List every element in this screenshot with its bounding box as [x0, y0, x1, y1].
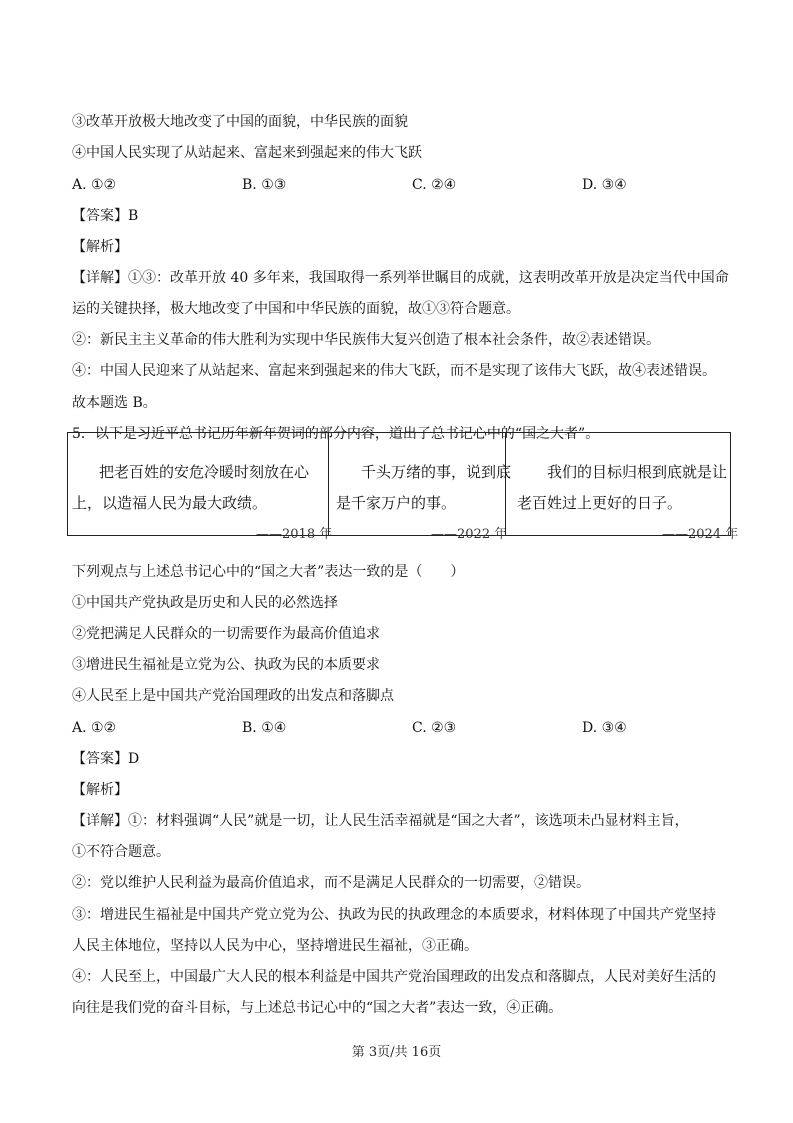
q5-detail-line: 人民主体地位，坚持以人民为中心，坚持增进民生福祉，③正确。	[72, 938, 478, 954]
q4-detail-line: ④：中国人民迎来了从站起来、富起来到强起来的伟大飞跃，而不是实现了该伟大飞跃，故④表述错误。	[72, 363, 716, 379]
q5-detail-line: ④：人民至上，中国最广大人民的根本利益是中国共产党治国理政的出发点和落脚点，人民对美好生活的	[72, 969, 716, 985]
quote-2022-year: ——2022 年	[431, 527, 508, 542]
q4-option-c: C. ②④	[412, 177, 457, 193]
q5-detail-line: ②：党以维护人民利益为最高价值追求，而不是满足人民群众的一切需要，②错误。	[72, 875, 590, 891]
q4-answer: 【答案】B	[72, 208, 139, 224]
q4-option-a: A. ①②	[72, 177, 117, 193]
quote-2024-year: ——2024 年	[662, 527, 739, 542]
q5-detail-line: ③：增进民生福祉是中国共产党立党为公、执政为民的执政理念的本质要求，材料体现了中国共产党坚持	[72, 907, 716, 923]
q5-answer: 【答案】D	[72, 751, 140, 767]
quote-2018-line1: 把老百姓的安危冷暖时刻放在心	[99, 463, 310, 481]
q5-statement-2: ②党把满足人民群众的一切需要作为最高价值追求	[72, 626, 380, 642]
q5-statement-3: ③增进民生福祉是立党为公、执政为民的本质要求	[72, 657, 380, 673]
quote-2018-year: ——2018 年	[256, 527, 333, 542]
q5-statement-4: ④人民至上是中国共产党治国理政的出发点和落脚点	[72, 688, 394, 704]
q5-question: 下列观点与上述总书记心中的“国之大者”表达一致的是（ ）	[72, 564, 465, 580]
q4-statement-4: ④中国人民实现了从站起来、富起来到强起来的伟大飞跃	[72, 145, 422, 161]
q5-detail-line: 向往是我们党的奋斗目标，与上述总书记心中的“国之大者”表达一致，④正确。	[72, 1000, 563, 1016]
q4-option-b: B. ①③	[242, 177, 287, 193]
q4-detail-line: 故本题选 B。	[72, 395, 157, 411]
q4-statement-3: ③改革开放极大地改变了中国的面貌，中华民族的面貌	[72, 114, 408, 130]
q5-analysis-heading: 【解析】	[72, 782, 128, 798]
page-footer: 第 3页/共 16页	[351, 1045, 442, 1060]
q5-statement-1: ①中国共产党执政是历史和人民的必然选择	[72, 595, 338, 611]
quote-2022-line2: 是千家万户的事。	[336, 494, 457, 512]
q4-detail-line: ②：新民主主义革命的伟大胜利为实现中华民族伟大复兴创造了根本社会条件，故②表述错误。	[72, 332, 660, 348]
quote-2018-line2: 上，以造福人民为最大政绩。	[72, 494, 268, 512]
q5-option-a: A. ①②	[72, 720, 117, 736]
q5-option-d: D. ③④	[582, 720, 627, 736]
q4-option-d: D. ③④	[582, 177, 627, 193]
quote-2024-line1: 我们的目标归根到底就是让	[547, 463, 728, 481]
q5-option-c: C. ②③	[412, 720, 457, 736]
quote-2022-line1: 千头万绪的事，说到底	[361, 463, 512, 481]
q4-detail-line: 运的关键抉择，极大地改变了中国和中华民族的面貌，故①③符合题意。	[72, 301, 520, 317]
q5-detail-line: 【详解】①：材料强调“人民”就是一切，让人民生活幸福就是“国之大者”，该选项未凸显材料主旨，	[72, 813, 689, 829]
q5-detail-line: ①不符合题意。	[72, 844, 170, 860]
q4-analysis-heading: 【解析】	[72, 239, 128, 255]
q5-option-b: B. ①④	[242, 720, 287, 736]
quote-2024-line2: 老百姓过上更好的日子。	[517, 494, 683, 512]
q5-stem: 5．以下是习近平总书记历年新年贺词的部分内容，道出了总书记心中的“国之大者”。	[72, 426, 600, 442]
q4-detail-line: 【详解】①③：改革开放 40 多年来，我国取得一系列举世瞩目的成就，这表明改革开放是决定当代中国命	[72, 270, 729, 286]
